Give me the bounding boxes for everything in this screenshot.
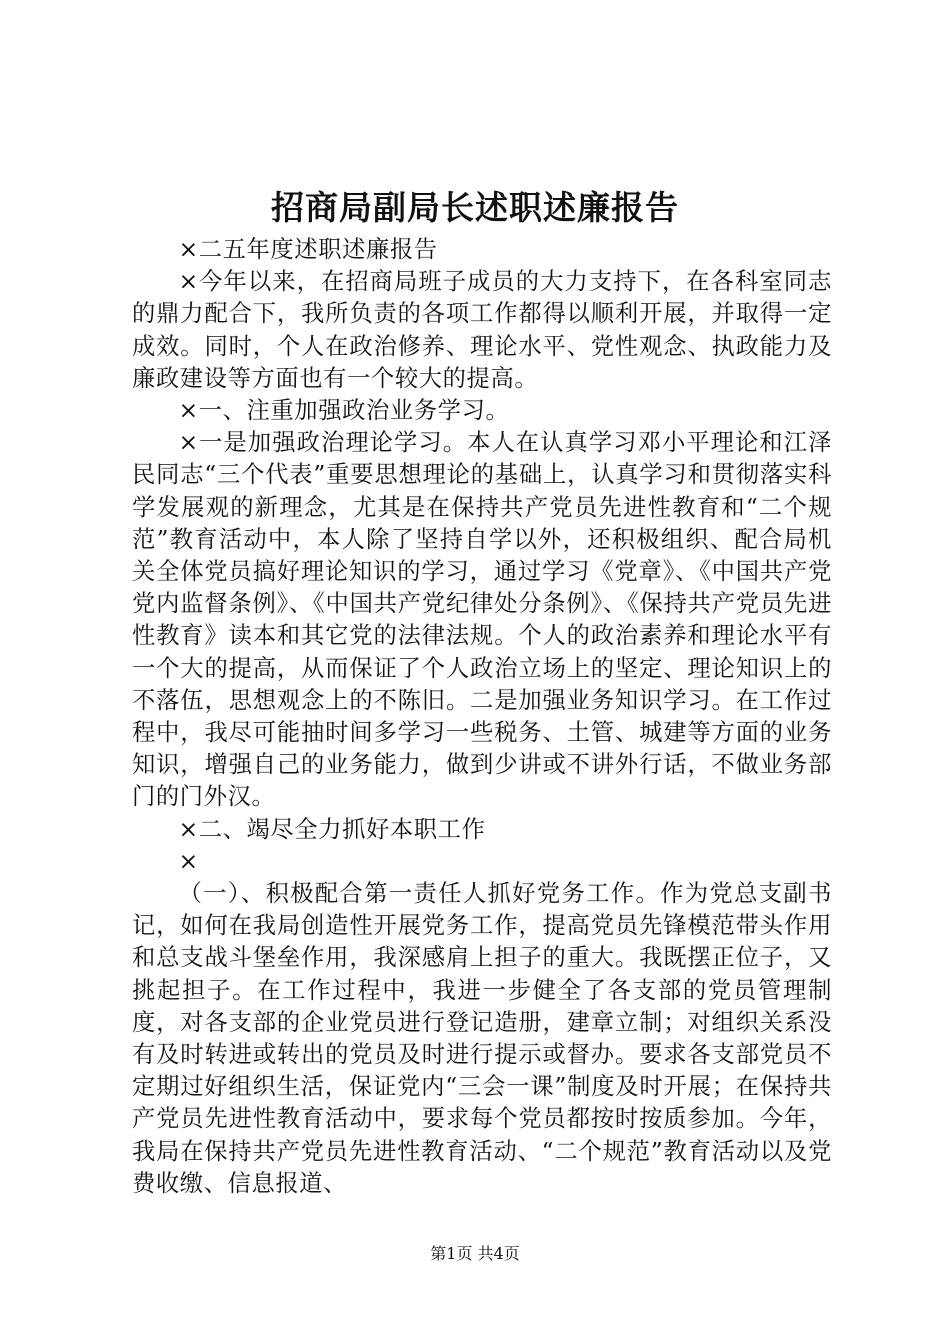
- paragraph-political-study: ×一是加强政治理论学习。本人在认真学习邓小平理论和江泽民同志“三个代表”重要思想理论的基础上，认真学习和贯彻落实科学发展观的新理念，尤其是在保持共产党员先进性教育和“二个规范”教育活动中，本人除了坚持自学以外，还积极组织、配合局机关全体党员搞好理论知识的学习，通过学习《党章》、《中国共产党党内监督条例》、《中国共产党纪律处分条例》、《保持共产党员先进性教育》读本和其它党的法律法规。个人的政治素养和理论水平有一个大的提高，从而保证了个人政治立场上的坚定、理论知识上的不落伍，思想观念上的不陈旧。二是加强业务知识学习。在工作过程中，我尽可能抽时间多学习一些税务、土管、城建等方面的业务知识，增强自己的业务能力，做到少讲或不讲外行话，不做业务部门的门外汉。: [132, 429, 832, 811]
- paragraph-intro: ×今年以来，在招商局班子成员的大力支持下，在各科室同志的鼎力配合下，我所负责的各项工作都得以顺利开展，并取得一定成效。同时，个人在政治修养、理论水平、党性观念、执政能力及廉政建设等方面也有一个较大的提高。: [132, 268, 832, 392]
- paragraph-party-work: （一）、积极配合第一责任人抓好党务工作。作为党总支副书记，如何在我局创造性开展党务工作，提高党员先锋模范带头作用和总支战斗堡垒作用，我深感肩上担子的重大。我既摆正位子，又挑起担子。在工作过程中，我进一步健全了各支部的党员管理制度，对各支部的企业党员进行登记造册，建章立制；对组织关系没有及时转进或转出的党员及时进行提示或督办。要求各支部党员不定期过好组织生活，保证党内“三会一课”制度及时开展；在保持共产党员先进性教育活动中，要求每个党员都按时按质参加。今年，我局在保持共产党员先进性教育活动、“二个规范”教育活动以及党费收缴、信息报道、: [132, 880, 832, 1197]
- document-body: [132, 234, 832, 1200]
- document-title: 招商局副局长述职述廉报告: [271, 188, 679, 227]
- heading-section-two: ×二、竭尽全力抓好本职工作: [178, 815, 486, 843]
- page-footer: 第1页 共4页: [430, 1244, 520, 1263]
- heading-section-one: ×一、注重加强政治业务学习。: [178, 397, 510, 425]
- paragraph-marker: ×: [178, 847, 199, 875]
- paragraph-year-report: ×二五年度述职述廉报告: [178, 236, 438, 263]
